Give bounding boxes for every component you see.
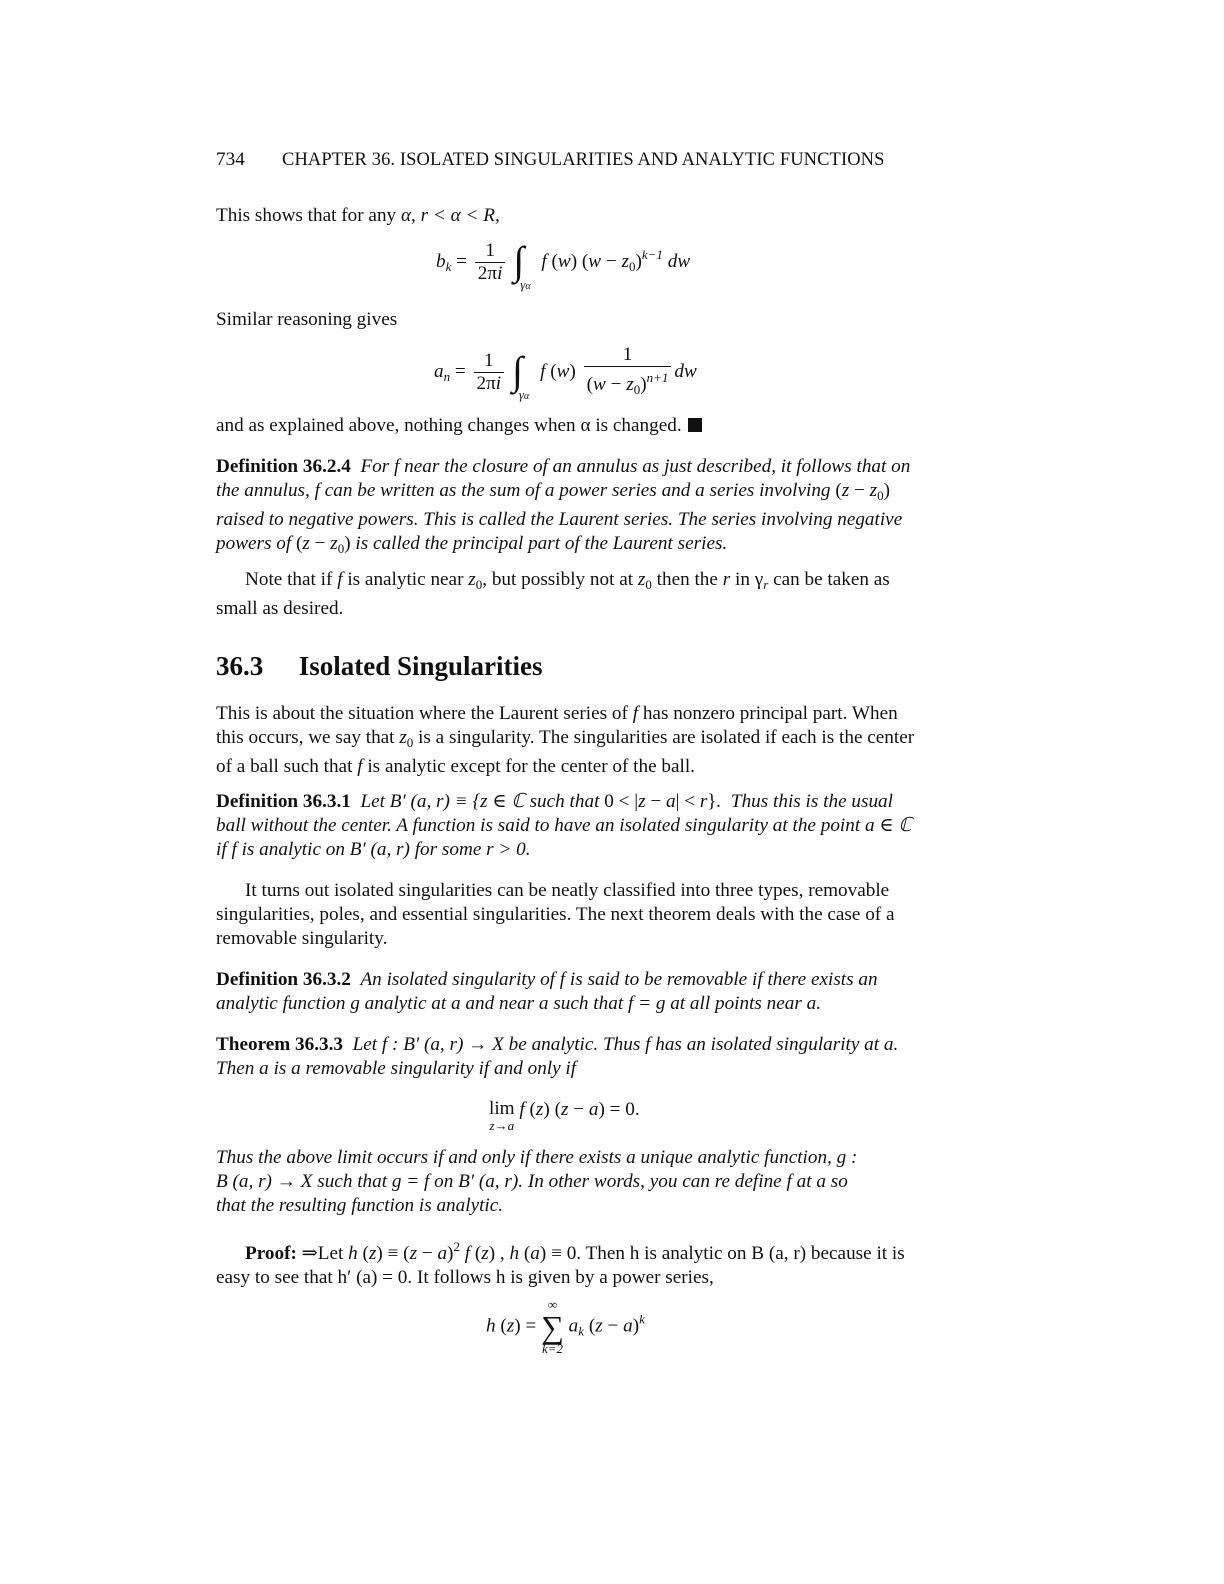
definition-36-3-1: Definition 36.3.1 Let B′ (a, r) ≡ {z ∈ ℂ such that 0 < |z − a| < r}. Thus this is the usual ball without the center. A function is said to have an isolated singularity at the point a ∈ ℂ if f is analytic on B′ (a, r) for some r > 0.	[216, 791, 912, 860]
theorem-36-3-3: Theorem 36.3.3 Let f : B′ (a, r) → X be analytic. Thus f has an isolated singularity at a. Then a is a removable singularity if and only if	[216, 1034, 899, 1079]
section-heading	[216, 650, 543, 682]
running-title: CHAPTER 36. ISOLATED SINGULARITIES AND ANALYTIC FUNCTIONS	[282, 150, 885, 170]
equation-limit: lim z→a f (z) (z − a) = 0.	[489, 1098, 640, 1133]
theorem-continuation: Thus the above limit occurs if and only if there exists a unique analytic function, g : B (a, r) → X such that g = f on B′ (a, r). In other words, you can re define f at a so that the resulting function is analytic.	[216, 1147, 858, 1216]
note-paragraph: Note that if f is analytic near $z_0$, but possibly not at $z_0$ then the r in $\gamma_r$ can be taken as small as desired.	[216, 569, 890, 619]
intro-math: α, r < α < R,	[400, 205, 500, 226]
definition-36-2-4: Definition 36.2.4 For f near the closure of an annulus as just described, it follows that on the annulus, f can be written as the sum of a power series and a series involving $(z - z_0)$ raised to negative powers. This is called the Laurent series. The series involving negative powers of $(z - z_0)$ is called the principal part of the Laurent series.	[216, 456, 911, 556]
qed-square-icon	[688, 418, 702, 432]
section-number: 36.3	[216, 651, 264, 681]
intro-text: This shows that for any	[216, 205, 397, 226]
equation-bk: $b_k$ = $\frac{1}{2\pi i}$ $\int_{\gamma\alpha}$ f (w) $(w - z_0)^{k-1}$ dw	[436, 237, 691, 292]
proof-paragraph: Proof: ⇒Let h $(z) \equiv (z - a)^2$ f (z) , h (a) ≡ 0. Then h is analytic on B (a, r) because it is easy to see that h′ (a) = 0. It follows h is given by a power series,	[216, 1239, 905, 1288]
definition-36-3-2: Definition 36.3.2 An isolated singularity of f is said to be removable if there exists an analytic function g analytic at a and near a such that f = g at all points near a.	[216, 969, 878, 1014]
similar-reasoning: Similar reasoning gives	[216, 309, 398, 330]
equation-power-series: h (z) = ∞ ∑ k=2 $a_k$ $(z - a)^k$	[486, 1297, 645, 1356]
section-paragraph: This is about the situation where the Laurent series of f has nonzero principal part. When this occurs, we say that $z_0$ is a singularity. The singularities are isolated if each is the center of a ball such that f is analytic except for the center of the ball.	[216, 703, 915, 777]
classification-paragraph: It turns out isolated singularities can be neatly classified into three types, removable singularities, poles, and essential singularities. The next theorem deals with the case of a removable singularity.	[216, 880, 895, 949]
page-number: 734	[216, 149, 245, 170]
section-title: Isolated Singularities	[298, 651, 543, 681]
paragraph-intro	[216, 204, 936, 228]
after-an-text: and as explained above, nothing changes when α is changed.	[216, 414, 936, 438]
definition-label: Definition 36.2.4	[216, 456, 351, 477]
equation-an: $a_n$ = $\frac{1}{2\pi i}$ $\int_{\gamma\alpha}$ f (w) $\frac{1}{(w - z_0)^{n+1}}$ dw	[434, 344, 697, 402]
